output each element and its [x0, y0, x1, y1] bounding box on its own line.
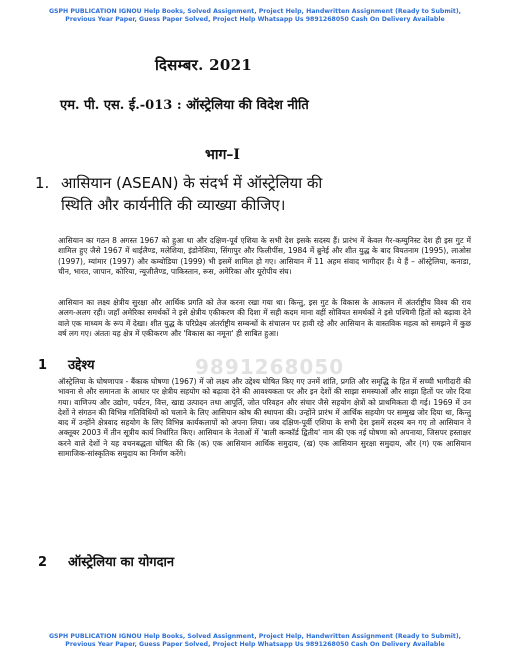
footer-line-1: GSPH PUBLICATION IGNOU Help Books, Solved Assignment, Project Help, Handwritten Assignment (Ready to Submit),	[48, 633, 462, 640]
section-title: उद्देश्य	[68, 358, 95, 373]
footer-line-2: Previous Year Paper, Guess Paper Solved, Project Help Whatsapp Us 9891268050 Cash On Delivery Available	[65, 641, 445, 648]
question-number: 1.	[35, 174, 50, 192]
question-text-line-2: स्थिति और कार्यनीति की व्याख्या कीजिए।	[61, 196, 286, 214]
page-footer	[40, 633, 470, 649]
section-number: 1	[38, 358, 48, 373]
page-header	[40, 8, 470, 24]
exam-date: दिसम्बर. 2021	[155, 56, 253, 74]
answer-paragraph-1: आसियान का गठन 8 अगस्त 1967 को हुआ था और दक्षिण-पूर्व एशिया के सभी देश इसके सदस्य हैं। प्रारंभ में केवल गैर-कम्युनिस्ट देश ही इस गुट में शामिल हुए जैसे 1967 में थाईलैण्ड, मलेशिया, इंडोनेशिया, सिंगापुर और फिलीपींस, 1984 में ब्रुनेई और शीत युद्ध के बाद वियतनाम (1995), लाओस (1997), म्यांमार (1997) और कम्बोडिया (1999) भी इसमें शामिल हो गए। आसियान में 11 अहम संवाद भागीदार हैं। ये हैं – ऑस्ट्रेलिया, कनाडा, चीन, भारत, जापान, कोरिया, न्यूजीलैण्ड, पाकिस्तान, रूस, अमेरिका और यूरोपीय संघ।	[58, 236, 471, 276]
answer-paragraph-3: ऑस्ट्रेलिया के घोषणापत्र - बैंकाक घोषणा (1967) में जो लक्ष्य और उद्देश्य घोषित किए गए उनमें शांति, प्रगति और समृद्धि के हित में सच्ची भागीदारी की भावना से और समानता के आधार पर क्षेत्रीय सहयोग को बढ़ावा देने की आवश्यकता पर और इन देशों की साझा समस्याओं और साझा हितों पर जोर दिया गया। वाणिज्य और उद्योग, पर्यटन, वित्त, खाद्य उत्पादन तथा आपूर्ति, जोत परिवहन और संचार जैसे सहयोग क्षेत्रों को प्राथमिकता दी गई। 1969 में उन देशों ने संगठन की विभिन्न गतिविधियों को चलाने के लिए आसियान कोष की स्थापना की। उन्होंने प्रारंभ में आर्थिक सहयोग पर सम्मुख जोर दिया था, किन्तु बाद में उन्होंने क्षेत्रवाद सहयोग के लिए विभिन्न कार्यकलापों को अपना लिया। जब दक्षिण-पूर्वी एशिया के सभी देश इसमें सदस्य बन गए तो आसियान ने अक्तूबर 2003 में तीन सूत्रीय कार्य निर्धारित किए। आसियान के नेताओं में 'बाली कन्कॉर्ड द्वितीय' नाम की एक नई घोषणा को अपनाया, जिसपर हस्ताक्षर करने वाले देशों ने यह वचनबद्धता घोषित की कि (क) एक आसियान आर्थिक समुदाय, (ख) एक आसियान सुरक्षा समुदाय, और (ग) एक आसियान सामाजिक-सांस्कृतिक समुदाय का निर्माण करेंगे।	[58, 377, 471, 459]
header-line-1: GSPH PUBLICATION IGNOU Help Books, Solved Assignment, Project Help, Handwritten Assignment (Ready to Submit),	[48, 8, 462, 15]
question-1	[35, 172, 475, 216]
course-title: एम. पी. एस. ई.-013 : ऑस्ट्रेलिया की विदेश नीति	[60, 98, 309, 113]
answer-paragraph-2: आसियान का लक्ष्य क्षेत्रीय सुरक्षा और आर्थिक प्रगति को तेज करना रखा गया था। किन्तु, इस गुट के विकास के आकलन में अंतर्राष्ट्रीय विश्व की राय अलग-अलग रही। जहाँ अमेरिका समर्थकों ने इसे क्षेत्रीय एकीकरण की दिशा में सही कदम माना वहीं सोवियत समर्थकों ने इसे पश्चिमी हितों को बढ़ावा देने वाले एक माध्यम के रूप में देखा। शीत युद्ध के परिप्रेक्ष्य अंतर्राष्ट्रीय सम्बन्धों के संचालन पर हावी रहे और आसियान के वास्तविक महत्व को समझने में कुछ वर्ष लग गए। अंततः यह क्षेत्र में एकीकरण और 'विकास का नमूना' ही साबित हुआ।	[58, 298, 471, 338]
question-text-line-1: आसियान (ASEAN) के संदर्भ में ऑस्ट्रेलिया की	[61, 174, 323, 192]
header-line-2: Previous Year Paper, Guess Paper Solved, Project Help Whatsapp Us 9891268050 Cash On Delivery Available	[65, 16, 445, 23]
watermark: 9891268050	[195, 355, 345, 379]
section-number: 2	[38, 555, 48, 570]
section-title: ऑस्ट्रेलिया का योगदान	[68, 555, 175, 570]
part-heading: भाग–I	[205, 147, 240, 163]
section-heading-objectives	[38, 355, 94, 373]
section-heading-contribution	[38, 552, 174, 570]
